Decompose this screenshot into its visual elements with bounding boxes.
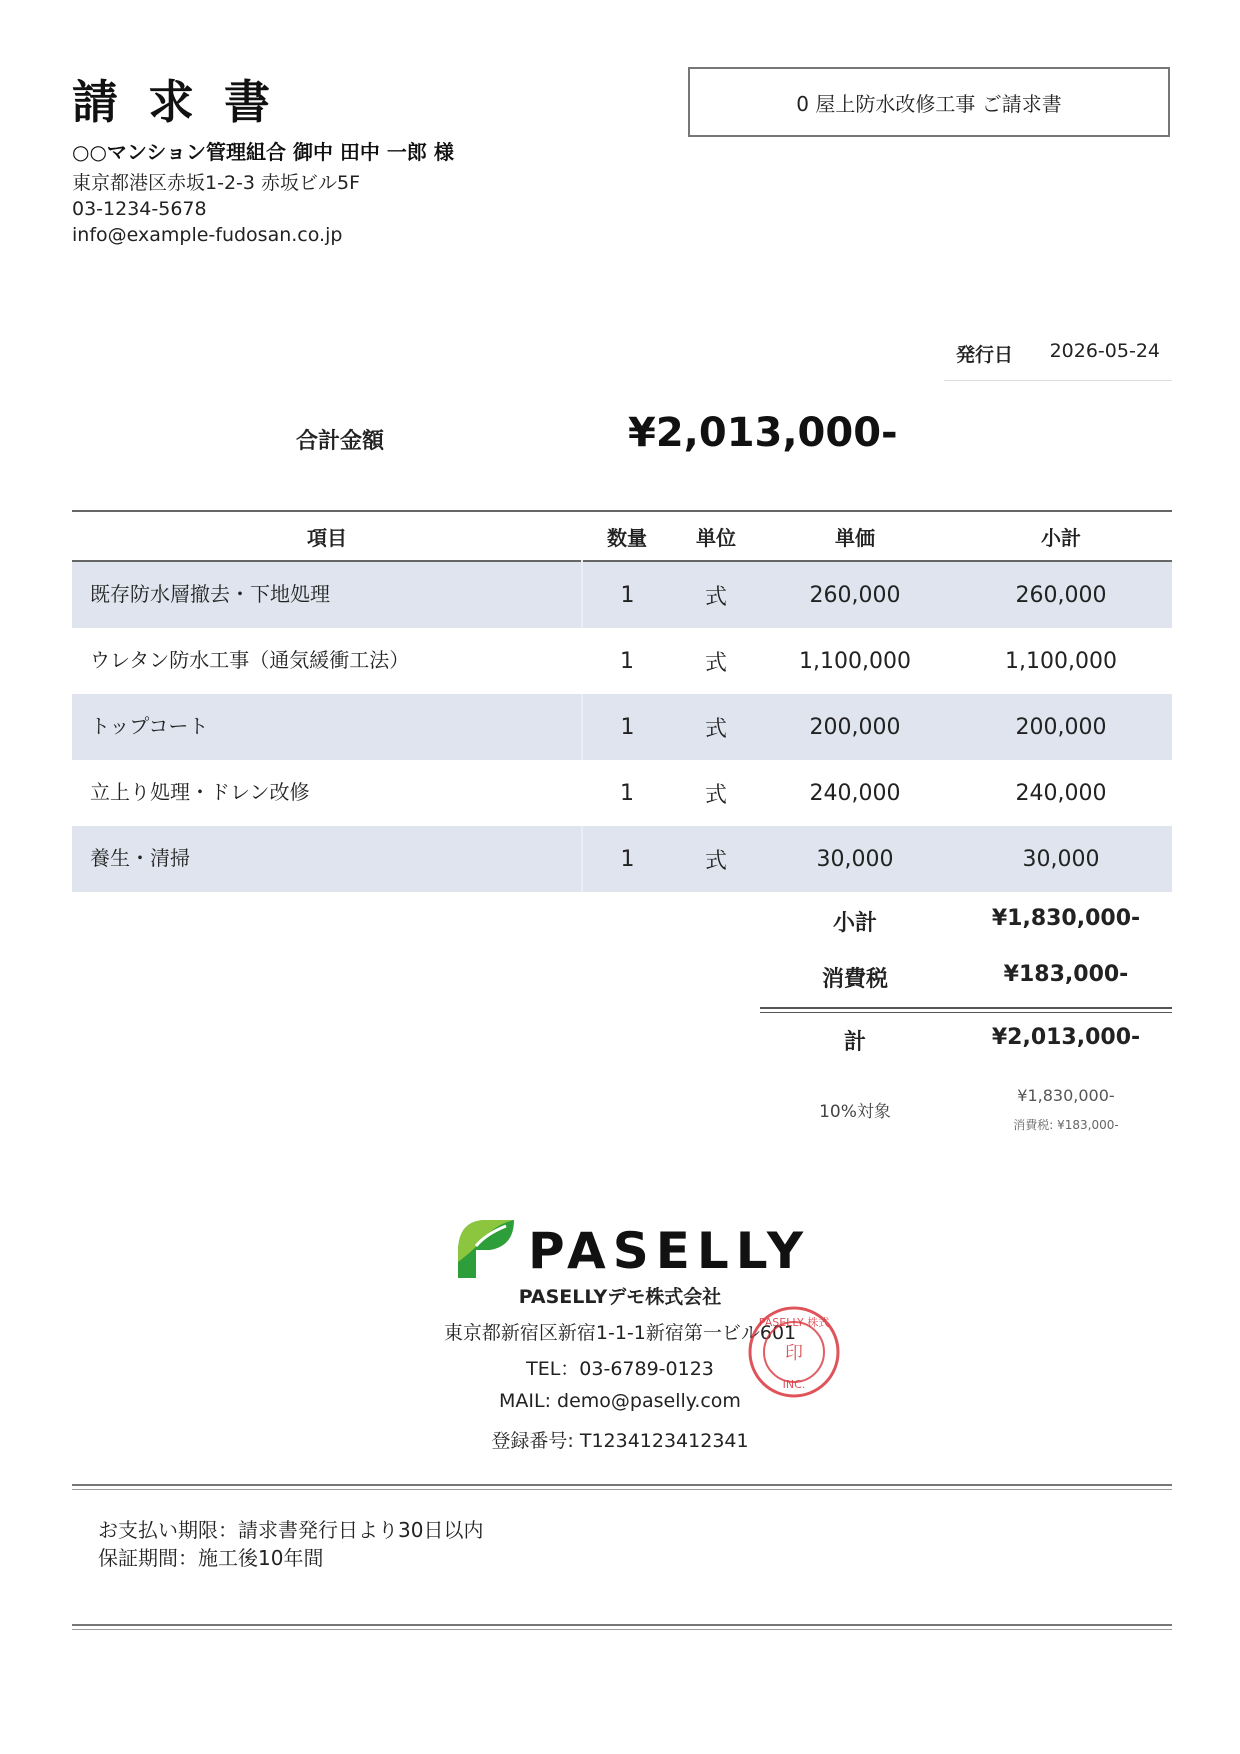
header-qty: 数量	[607, 525, 647, 550]
item-unit: 式	[704, 650, 727, 676]
logo-wordmark: PASELLY	[528, 1222, 811, 1280]
subject-box	[688, 67, 1170, 137]
item-subtotal: 1,100,000	[1005, 648, 1117, 674]
company-tel: TEL：03-6789-0123	[526, 1358, 714, 1380]
item-name: 養生・清掃	[72, 826, 582, 892]
table-header-row	[72, 511, 1172, 561]
item-qty: 1	[582, 694, 672, 760]
item-qty: 1	[620, 648, 634, 674]
item-name: 既存防水層撤去・下地処理	[72, 561, 582, 628]
item-name: 立上り処理・ドレン改修	[90, 780, 310, 804]
summary-tax-value: ¥183,000-	[1003, 962, 1129, 987]
header-price: 単価	[835, 525, 875, 550]
item-subtotal: 260,000	[950, 561, 1172, 628]
item-name: トップコート	[72, 694, 582, 760]
item-price: 240,000	[809, 780, 901, 806]
company-mail: MAIL: demo@paselly.com	[499, 1390, 741, 1412]
summary-subtotal-value: ¥1,830,000-	[991, 906, 1141, 931]
warranty-terms: 保証期間：施工後10年間	[98, 1546, 324, 1570]
item-unit: 式	[672, 826, 760, 892]
footer-divider-top	[72, 1484, 1172, 1490]
items-table	[72, 510, 1172, 892]
tax-rate-tax: 消費税: ¥183,000-	[1013, 1118, 1119, 1132]
payment-terms: お支払い期限：請求書発行日より30日以内	[98, 1518, 484, 1542]
table-row	[72, 561, 1172, 628]
recipient-tel: 03-1234-5678	[72, 198, 207, 220]
item-qty: 1	[582, 826, 672, 892]
item-price: 260,000	[760, 561, 950, 628]
item-qty: 1	[620, 780, 634, 806]
recipient-email: info@example-fudosan.co.jp	[72, 224, 343, 246]
recipient-contact	[72, 170, 360, 248]
subject-text: 0 屋上防水改修工事 ご請求書	[796, 91, 1062, 116]
grand-total-label: 合計金額	[296, 429, 385, 454]
tax-rate-base: ¥1,830,000-	[1017, 1086, 1115, 1105]
company-seal-stamp	[746, 1304, 842, 1400]
svg-text:PASELLY 株式: PASELLY 株式	[758, 1316, 830, 1329]
table-row	[72, 760, 1172, 826]
issue-date-block	[944, 338, 1172, 381]
seal-icon	[746, 1304, 842, 1400]
summary-total-label: 計	[843, 1030, 866, 1055]
summary-subtotal-label: 小計	[832, 911, 877, 936]
item-unit: 式	[672, 694, 760, 760]
header-unit: 単位	[696, 525, 736, 550]
table-row	[72, 628, 1172, 694]
company-name: PASELLYデモ株式会社	[518, 1286, 722, 1308]
item-unit: 式	[704, 782, 727, 808]
summary-divider	[760, 1007, 1172, 1013]
item-qty: 1	[582, 561, 672, 628]
summary-total-value: ¥2,013,000-	[991, 1025, 1141, 1050]
item-price: 30,000	[760, 826, 950, 892]
tax-rate-label: 10%対象	[819, 1102, 891, 1122]
company-logo	[456, 1216, 811, 1280]
summary-tax-label: 消費税	[821, 967, 888, 992]
header-subtotal: 小計	[1041, 525, 1081, 550]
footer-divider-bottom	[72, 1624, 1172, 1630]
item-name: ウレタン防水工事（通気緩衝工法）	[90, 648, 410, 672]
header-item: 項目	[307, 525, 347, 550]
svg-text:印: 印	[785, 1343, 803, 1364]
svg-text:INC.: INC.	[782, 1378, 806, 1391]
company-reg-number: 登録番号: T1234123412341	[491, 1430, 749, 1452]
item-subtotal: 30,000	[950, 826, 1172, 892]
table-row	[72, 826, 1172, 892]
table-row	[72, 694, 1172, 760]
item-unit: 式	[672, 561, 760, 628]
item-subtotal: 200,000	[950, 694, 1172, 760]
document-title: 請求書	[72, 75, 300, 129]
item-price: 1,100,000	[799, 648, 911, 674]
issue-date-value: 2026-05-24	[1049, 340, 1160, 362]
company-address: 東京都新宿区新宿1-1-1新宿第一ビル601	[443, 1322, 797, 1344]
issue-date-label: 発行日	[956, 344, 1014, 366]
item-subtotal: 240,000	[1015, 780, 1107, 806]
recipient-address: 東京都港区赤坂1-2-3 赤坂ビル5F	[72, 172, 361, 194]
recipient-name: ○○マンション管理組合 御中 田中 一郎 様	[72, 140, 454, 164]
item-price: 200,000	[760, 694, 950, 760]
grand-total-value: ¥2,013,000-	[628, 410, 898, 456]
